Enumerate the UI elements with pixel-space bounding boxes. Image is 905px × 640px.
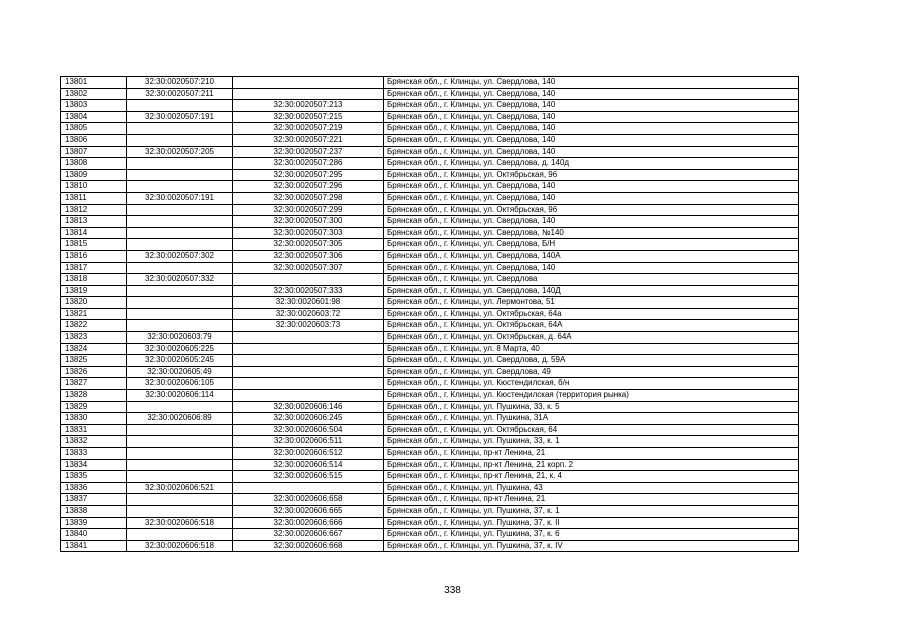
row-number-cell: 13838	[61, 505, 127, 517]
address-cell: Брянская обл., г. Клинцы, ул. Свердлова, 140А	[384, 250, 799, 262]
table-row	[61, 320, 799, 332]
row-number-cell: 13830	[61, 413, 127, 425]
row-number-cell: 13804	[61, 111, 127, 123]
address-cell: Брянская обл., г. Клинцы, ул. Свердлова, 140	[384, 77, 799, 89]
table-row	[61, 192, 799, 204]
related-cadastral-number-cell	[233, 378, 384, 390]
table-row	[61, 216, 799, 228]
row-number-cell: 13820	[61, 297, 127, 309]
related-cadastral-number-cell: 32:30:0020507:286	[233, 158, 384, 170]
row-number-cell: 13833	[61, 448, 127, 460]
related-cadastral-number-cell: 32:30:0020507:215	[233, 111, 384, 123]
related-cadastral-number-cell: 32:30:0020507:219	[233, 123, 384, 135]
address-cell: Брянская обл., г. Клинцы, ул. Лермонтова, 51	[384, 297, 799, 309]
cadastral-number-cell: 32:30:0020507:205	[127, 146, 233, 158]
table-row	[61, 169, 799, 181]
related-cadastral-number-cell: 32:30:0020507:300	[233, 216, 384, 228]
cadastral-number-cell	[127, 285, 233, 297]
cadastral-number-cell	[127, 181, 233, 193]
related-cadastral-number-cell: 32:30:0020507:221	[233, 134, 384, 146]
cadastral-number-cell	[127, 227, 233, 239]
row-number-cell: 13812	[61, 204, 127, 216]
cadastral-number-cell: 32:30:0020606:518	[127, 540, 233, 552]
cadastral-number-cell	[127, 216, 233, 228]
table-row	[61, 239, 799, 251]
cadastral-number-cell: 32:30:0020605:225	[127, 343, 233, 355]
address-cell: Брянская обл., г. Клинцы, ул. Свердлова	[384, 274, 799, 286]
row-number-cell: 13839	[61, 517, 127, 529]
address-cell: Брянская обл., г. Клинцы, ул. Свердлова, 140	[384, 88, 799, 100]
table-row	[61, 355, 799, 367]
table-row	[61, 482, 799, 494]
address-cell: Брянская обл., г. Клинцы, ул. Свердлова, 140	[384, 146, 799, 158]
address-cell: Брянская обл., г. Клинцы, ул. Свердлова, 140	[384, 216, 799, 228]
row-number-cell: 13808	[61, 158, 127, 170]
address-cell: Брянская обл., г. Клинцы, ул. Октябрьская, 64	[384, 424, 799, 436]
row-number-cell: 13836	[61, 482, 127, 494]
related-cadastral-number-cell	[233, 88, 384, 100]
table-row	[61, 471, 799, 483]
table-row	[61, 448, 799, 460]
table-row	[61, 529, 799, 541]
address-cell: Брянская обл., г. Клинцы, ул. Свердлова, 140	[384, 181, 799, 193]
related-cadastral-number-cell: 32:30:0020507:306	[233, 250, 384, 262]
row-number-cell: 13821	[61, 308, 127, 320]
related-cadastral-number-cell	[233, 390, 384, 402]
related-cadastral-number-cell: 32:30:0020606:668	[233, 540, 384, 552]
row-number-cell: 13823	[61, 332, 127, 344]
related-cadastral-number-cell: 32:30:0020606:658	[233, 494, 384, 506]
row-number-cell: 13801	[61, 77, 127, 89]
table-row	[61, 227, 799, 239]
cadastral-number-cell	[127, 204, 233, 216]
address-cell: Брянская обл., г. Клинцы, ул. Свердлова, 140	[384, 111, 799, 123]
cadastral-number-cell	[127, 239, 233, 251]
cadastral-number-cell	[127, 436, 233, 448]
cadastral-number-cell: 32:30:0020605:49	[127, 366, 233, 378]
row-number-cell: 13813	[61, 216, 127, 228]
row-number-cell: 13826	[61, 366, 127, 378]
row-number-cell: 13828	[61, 390, 127, 402]
cadastral-number-cell	[127, 529, 233, 541]
row-number-cell: 13803	[61, 100, 127, 112]
address-cell: Брянская обл., г. Клинцы, ул. Октябрьская, 64а	[384, 308, 799, 320]
address-cell: Брянская обл., г. Клинцы, ул. Свердлова, Б/Н	[384, 239, 799, 251]
table-row	[61, 378, 799, 390]
related-cadastral-number-cell: 32:30:0020507:237	[233, 146, 384, 158]
row-number-cell: 13811	[61, 192, 127, 204]
address-cell: Брянская обл., г. Клинцы, ул. Свердлова, 140	[384, 262, 799, 274]
cadastral-number-cell: 32:30:0020507:191	[127, 192, 233, 204]
address-cell: Брянская обл., г. Клинцы, ул. Пушкина, 37, к. IV	[384, 540, 799, 552]
cadastral-number-cell	[127, 459, 233, 471]
table-row	[61, 274, 799, 286]
row-number-cell: 13814	[61, 227, 127, 239]
cadastral-number-cell	[127, 494, 233, 506]
related-cadastral-number-cell: 32:30:0020606:666	[233, 517, 384, 529]
cadastral-number-cell	[127, 262, 233, 274]
cadastral-number-cell: 32:30:0020606:105	[127, 378, 233, 390]
cadastral-number-cell: 32:30:0020507:211	[127, 88, 233, 100]
related-cadastral-number-cell: 32:30:0020601:98	[233, 297, 384, 309]
table-row	[61, 250, 799, 262]
related-cadastral-number-cell: 32:30:0020507:305	[233, 239, 384, 251]
row-number-cell: 13824	[61, 343, 127, 355]
table-row	[61, 285, 799, 297]
table-row	[61, 413, 799, 425]
related-cadastral-number-cell: 32:30:0020507:307	[233, 262, 384, 274]
address-cell: Брянская обл., г. Клинцы, ул. Октябрьская, д. 64А	[384, 332, 799, 344]
row-number-cell: 13829	[61, 401, 127, 413]
cadastral-number-cell: 32:30:0020606:521	[127, 482, 233, 494]
table-row	[61, 424, 799, 436]
table-row	[61, 181, 799, 193]
address-cell: Брянская обл., г. Клинцы, ул. Свердлова, 140	[384, 192, 799, 204]
related-cadastral-number-cell: 32:30:0020603:73	[233, 320, 384, 332]
address-cell: Брянская обл., г. Клинцы, ул. 8 Марта, 40	[384, 343, 799, 355]
address-cell: Брянская обл., г. Клинцы, ул. Свердлова, 49	[384, 366, 799, 378]
row-number-cell: 13815	[61, 239, 127, 251]
related-cadastral-number-cell: 32:30:0020606:515	[233, 471, 384, 483]
row-number-cell: 13835	[61, 471, 127, 483]
address-cell: Брянская обл., г. Клинцы, ул. Пушкина, 33, к. 1	[384, 436, 799, 448]
cadastral-number-cell: 32:30:0020507:191	[127, 111, 233, 123]
address-cell: Брянская обл., г. Клинцы, ул. Свердлова, №140	[384, 227, 799, 239]
cadastral-number-cell: 32:30:0020507:332	[127, 274, 233, 286]
related-cadastral-number-cell	[233, 366, 384, 378]
address-cell: Брянская обл., г. Клинцы, пр-кт Ленина, 21	[384, 494, 799, 506]
related-cadastral-number-cell: 32:30:0020507:303	[233, 227, 384, 239]
row-number-cell: 13817	[61, 262, 127, 274]
address-cell: Брянская обл., г. Клинцы, ул. Свердлова, 140	[384, 123, 799, 135]
cadastral-number-cell: 32:30:0020606:518	[127, 517, 233, 529]
row-number-cell: 13818	[61, 274, 127, 286]
cadastral-number-cell	[127, 134, 233, 146]
address-cell: Брянская обл., г. Клинцы, ул. Октябрьская, 96	[384, 169, 799, 181]
cadastral-number-cell	[127, 123, 233, 135]
address-cell: Брянская обл., г. Клинцы, пр-кт Ленина, 21	[384, 448, 799, 460]
cadastral-number-cell	[127, 297, 233, 309]
row-number-cell: 13834	[61, 459, 127, 471]
address-cell: Брянская обл., г. Клинцы, ул. Пушкина, 33, к. 5	[384, 401, 799, 413]
cadastral-number-cell	[127, 320, 233, 332]
table-row	[61, 505, 799, 517]
row-number-cell: 13802	[61, 88, 127, 100]
table-row	[61, 111, 799, 123]
address-cell: Брянская обл., г. Клинцы, ул. Свердлова, 140	[384, 100, 799, 112]
related-cadastral-number-cell	[233, 355, 384, 367]
table-row	[61, 146, 799, 158]
table-body	[61, 77, 799, 552]
related-cadastral-number-cell: 32:30:0020507:298	[233, 192, 384, 204]
cadastral-number-cell	[127, 158, 233, 170]
address-cell: Брянская обл., г. Клинцы, ул. Кюстендилская, б/н	[384, 378, 799, 390]
row-number-cell: 13837	[61, 494, 127, 506]
table-row	[61, 88, 799, 100]
row-number-cell: 13810	[61, 181, 127, 193]
cadastral-number-cell	[127, 505, 233, 517]
table-row	[61, 459, 799, 471]
address-cell: Брянская обл., г. Клинцы, ул. Пушкина, 31А	[384, 413, 799, 425]
row-number-cell: 13825	[61, 355, 127, 367]
address-cell: Брянская обл., г. Клинцы, ул. Свердлова, 140Д	[384, 285, 799, 297]
related-cadastral-number-cell	[233, 77, 384, 89]
table-row	[61, 123, 799, 135]
table-row	[61, 100, 799, 112]
address-cell: Брянская обл., г. Клинцы, ул. Пушкина, 37, к. 1	[384, 505, 799, 517]
cadastral-number-cell	[127, 169, 233, 181]
row-number-cell: 13822	[61, 320, 127, 332]
address-cell: Брянская обл., г. Клинцы, ул. Свердлова, д. 59А	[384, 355, 799, 367]
cadastral-number-cell	[127, 308, 233, 320]
related-cadastral-number-cell: 32:30:0020507:333	[233, 285, 384, 297]
address-cell: Брянская обл., г. Клинцы, пр-кт Ленина, 21, к. 4	[384, 471, 799, 483]
page-number: 338	[444, 585, 461, 596]
table-row	[61, 401, 799, 413]
table-row	[61, 540, 799, 552]
related-cadastral-number-cell	[233, 482, 384, 494]
cadastral-table	[60, 76, 799, 552]
address-cell: Брянская обл., г. Клинцы, ул. Октябрьская, 96	[384, 204, 799, 216]
related-cadastral-number-cell: 32:30:0020606:665	[233, 505, 384, 517]
cadastral-number-cell	[127, 424, 233, 436]
related-cadastral-number-cell: 32:30:0020606:514	[233, 459, 384, 471]
address-cell: Брянская обл., г. Клинцы, ул. Пушкина, 37, к. 6	[384, 529, 799, 541]
related-cadastral-number-cell	[233, 332, 384, 344]
address-cell: Брянская обл., г. Клинцы, ул. Пушкина, 37, к. II	[384, 517, 799, 529]
cadastral-number-cell: 32:30:0020507:302	[127, 250, 233, 262]
related-cadastral-number-cell: 32:30:0020606:146	[233, 401, 384, 413]
related-cadastral-number-cell	[233, 274, 384, 286]
cadastral-number-cell: 32:30:0020603:79	[127, 332, 233, 344]
address-cell: Брянская обл., г. Клинцы, ул. Пушкина, 43	[384, 482, 799, 494]
table-row	[61, 494, 799, 506]
cadastral-number-cell: 32:30:0020507:210	[127, 77, 233, 89]
table-row	[61, 332, 799, 344]
table-row	[61, 77, 799, 89]
cadastral-number-cell	[127, 448, 233, 460]
table-row	[61, 366, 799, 378]
table-row	[61, 262, 799, 274]
table-row	[61, 308, 799, 320]
related-cadastral-number-cell: 32:30:0020606:667	[233, 529, 384, 541]
related-cadastral-number-cell: 32:30:0020507:295	[233, 169, 384, 181]
table-row	[61, 343, 799, 355]
related-cadastral-number-cell: 32:30:0020507:299	[233, 204, 384, 216]
row-number-cell: 13831	[61, 424, 127, 436]
related-cadastral-number-cell: 32:30:0020606:512	[233, 448, 384, 460]
cadastral-number-cell: 32:30:0020605:245	[127, 355, 233, 367]
related-cadastral-number-cell	[233, 343, 384, 355]
related-cadastral-number-cell: 32:30:0020603:72	[233, 308, 384, 320]
related-cadastral-number-cell: 32:30:0020606:511	[233, 436, 384, 448]
address-cell: Брянская обл., г. Клинцы, пр-кт Ленина, 21 корп. 2	[384, 459, 799, 471]
address-cell: Брянская обл., г. Клинцы, ул. Свердлова, 140	[384, 134, 799, 146]
row-number-cell: 13807	[61, 146, 127, 158]
table-row	[61, 517, 799, 529]
table-row	[61, 390, 799, 402]
table-row	[61, 204, 799, 216]
table-row	[61, 134, 799, 146]
row-number-cell: 13832	[61, 436, 127, 448]
row-number-cell: 13805	[61, 123, 127, 135]
table-row	[61, 436, 799, 448]
row-number-cell: 13819	[61, 285, 127, 297]
related-cadastral-number-cell: 32:30:0020606:504	[233, 424, 384, 436]
cadastral-number-cell	[127, 100, 233, 112]
row-number-cell: 13809	[61, 169, 127, 181]
cadastral-number-cell	[127, 471, 233, 483]
row-number-cell: 13816	[61, 250, 127, 262]
address-cell: Брянская обл., г. Клинцы, ул. Кюстендилская (территория рынка)	[384, 390, 799, 402]
cadastral-number-cell: 32:30:0020606:89	[127, 413, 233, 425]
related-cadastral-number-cell: 32:30:0020507:213	[233, 100, 384, 112]
related-cadastral-number-cell: 32:30:0020606:245	[233, 413, 384, 425]
address-cell: Брянская обл., г. Клинцы, ул. Свердлова, д. 140д	[384, 158, 799, 170]
row-number-cell: 13841	[61, 540, 127, 552]
address-cell: Брянская обл., г. Клинцы, ул. Октябрьская, 64А	[384, 320, 799, 332]
table-row	[61, 297, 799, 309]
row-number-cell: 13806	[61, 134, 127, 146]
row-number-cell: 13827	[61, 378, 127, 390]
cadastral-number-cell: 32:30:0020606:114	[127, 390, 233, 402]
cadastral-number-cell	[127, 401, 233, 413]
related-cadastral-number-cell: 32:30:0020507:296	[233, 181, 384, 193]
row-number-cell: 13840	[61, 529, 127, 541]
table-row	[61, 158, 799, 170]
